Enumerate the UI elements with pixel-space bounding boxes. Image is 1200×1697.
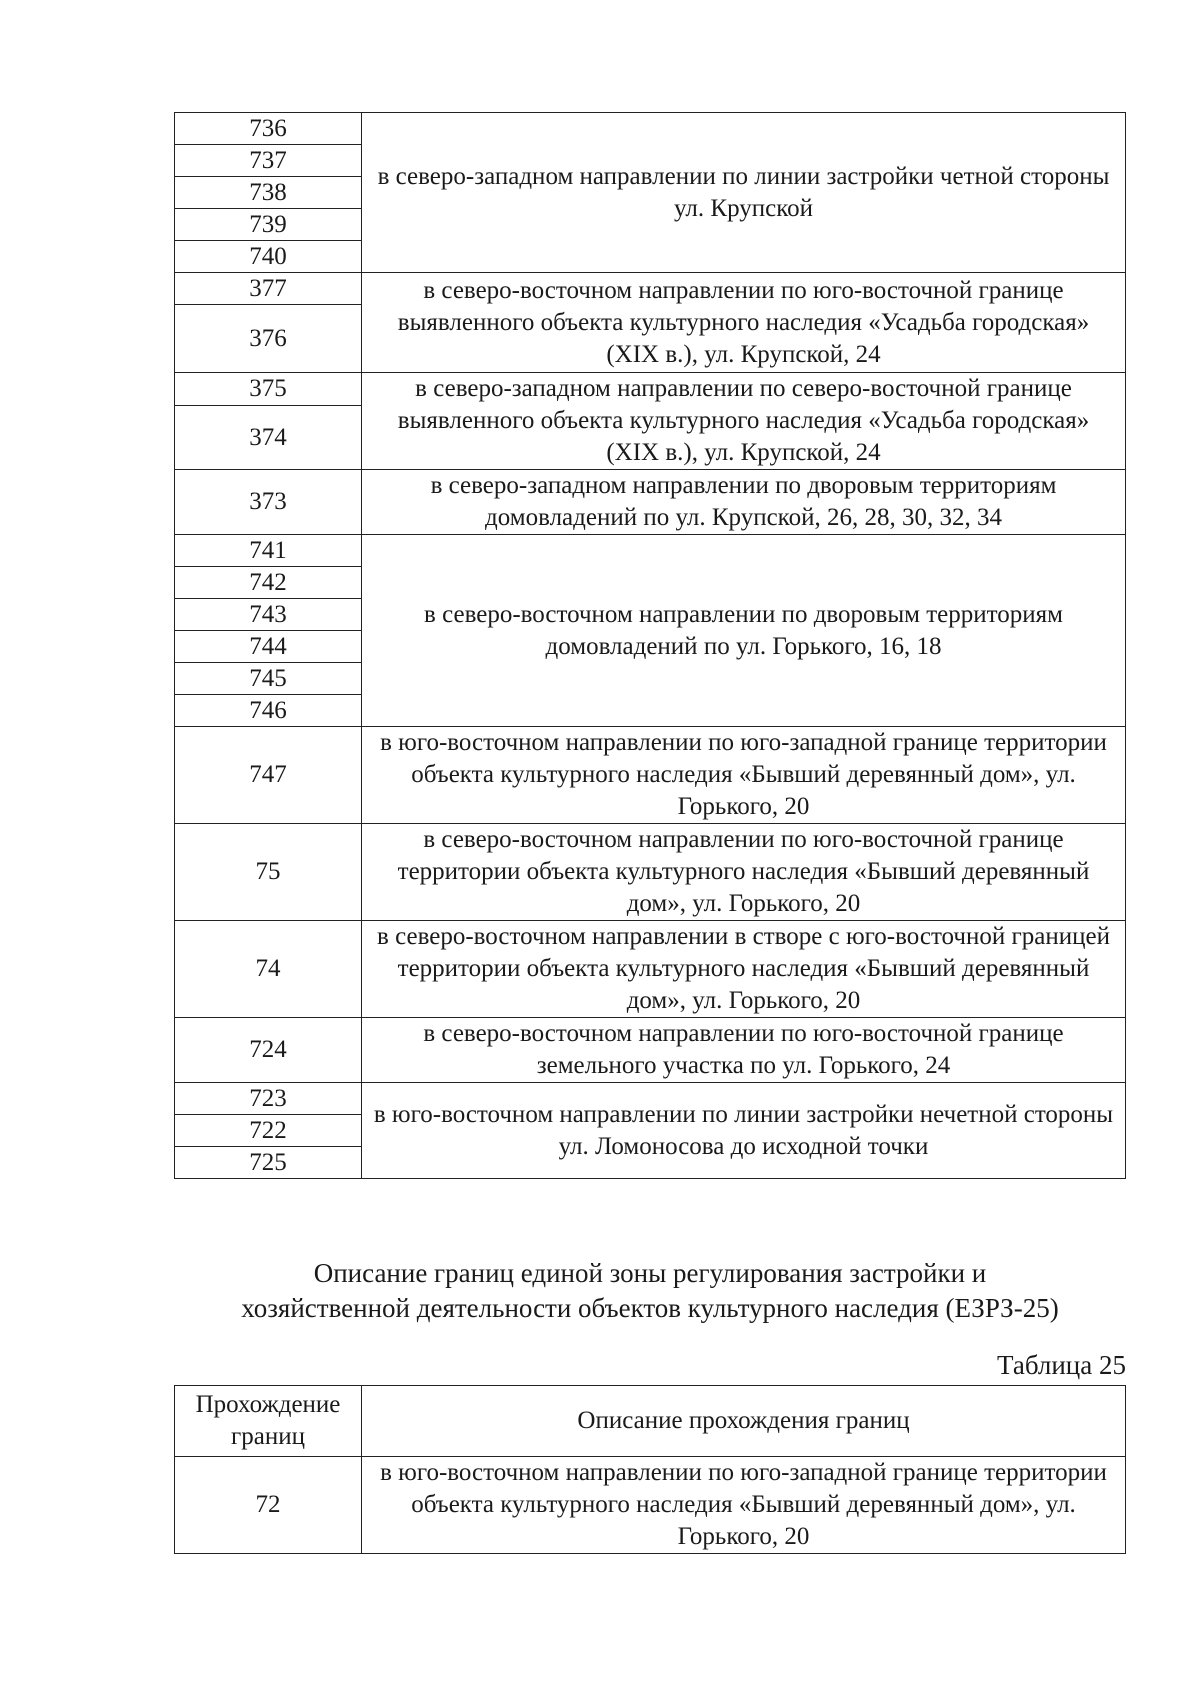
point-number-cell: 739	[175, 209, 362, 241]
table-row	[175, 824, 1126, 921]
point-number-cell: 722	[175, 1115, 362, 1147]
point-number-cell: 725	[175, 1147, 362, 1179]
ezrz-25-table-body	[175, 1457, 1126, 1554]
boundary-description-cell: в северо-восточном направлении по дворовым территориям домовладений по ул. Горького, 16, 18	[362, 535, 1126, 727]
point-number-cell: 377	[175, 273, 362, 305]
boundary-points-table	[174, 112, 1126, 1179]
boundary-description-cell: в северо-восточном направлении в створе с юго-восточной границей территории объекта культурного наследия «Бывший деревянный дом», ул. Горького, 20	[362, 921, 1126, 1018]
table-row	[175, 373, 1126, 406]
point-number-cell: 375	[175, 373, 362, 406]
boundary-description-cell: в северо-западном направлении по дворовым территориям домовладений по ул. Крупской, 26, 28, 30, 32, 34	[362, 470, 1126, 535]
point-number-cell: 723	[175, 1083, 362, 1115]
header-description: Описание прохождения границ	[362, 1386, 1126, 1457]
table-row	[175, 535, 1126, 567]
point-number-cell: 75	[175, 824, 362, 921]
table-header-row	[175, 1386, 1126, 1457]
point-number-cell: 740	[175, 241, 362, 273]
point-number-cell: 736	[175, 113, 362, 145]
point-number-cell: 746	[175, 695, 362, 727]
boundary-points-table-body	[175, 113, 1126, 1179]
section-heading	[174, 1256, 1126, 1326]
table-row	[175, 727, 1126, 824]
table-row	[175, 470, 1126, 535]
point-number-cell: 737	[175, 145, 362, 177]
point-number-cell: 373	[175, 470, 362, 535]
table-row	[175, 1083, 1126, 1115]
boundary-description-cell: в юго-восточном направлении по юго-западной границе территории объекта культурного наследия «Бывший деревянный дом», ул. Горького, 20	[362, 727, 1126, 824]
point-number-cell: 74	[175, 921, 362, 1018]
header-passage: Прохождение границ	[175, 1386, 362, 1457]
point-number-cell: 738	[175, 177, 362, 209]
table-row	[175, 1457, 1126, 1554]
boundary-description-cell: в северо-западном направлении по линии застройки четной стороны ул. Крупской	[362, 113, 1126, 273]
point-number-cell: 747	[175, 727, 362, 824]
point-number-cell: 72	[175, 1457, 362, 1554]
point-number-cell: 724	[175, 1018, 362, 1083]
ezrz-25-table	[174, 1385, 1126, 1554]
boundary-description-cell: в северо-восточном направлении по юго-восточной границе выявленного объекта культурного наследия «Усадьба городская» (XIX в.), ул. Крупской, 24	[362, 273, 1126, 373]
boundary-description-cell: в северо-восточном направлении по юго-восточной границе территории объекта культурного наследия «Бывший деревянный дом», ул. Горького, 20	[362, 824, 1126, 921]
table-row	[175, 273, 1126, 305]
point-number-cell: 374	[175, 406, 362, 470]
point-number-cell: 743	[175, 599, 362, 631]
table-caption: Таблица 25	[997, 1350, 1126, 1380]
boundary-description-cell: в северо-восточном направлении по юго-восточной границе земельного участка по ул. Горького, 24	[362, 1018, 1126, 1083]
point-number-cell: 745	[175, 663, 362, 695]
section-heading-line-1: Описание границ единой зоны регулирования застройки и	[313, 1258, 987, 1288]
point-number-cell: 742	[175, 567, 362, 599]
table-row	[175, 113, 1126, 145]
section-heading-line-2: хозяйственной деятельности объектов культурного наследия (ЕЗРЗ-25)	[241, 1293, 1059, 1323]
boundary-description-cell: в северо-западном направлении по северо-восточной границе выявленного объекта культурного наследия «Усадьба городская» (XIX в.), ул. Крупской, 24	[362, 373, 1126, 470]
boundary-description-cell: в юго-восточном направлении по юго-западной границе территории объекта культурного наследия «Бывший деревянный дом», ул. Горького, 20	[362, 1457, 1126, 1554]
boundary-description-cell: в юго-восточном направлении по линии застройки нечетной стороны ул. Ломоносова до исходной точки	[362, 1083, 1126, 1179]
point-number-cell: 744	[175, 631, 362, 663]
point-number-cell: 741	[175, 535, 362, 567]
table-row	[175, 921, 1126, 1018]
point-number-cell: 376	[175, 305, 362, 373]
table-row	[175, 1018, 1126, 1083]
